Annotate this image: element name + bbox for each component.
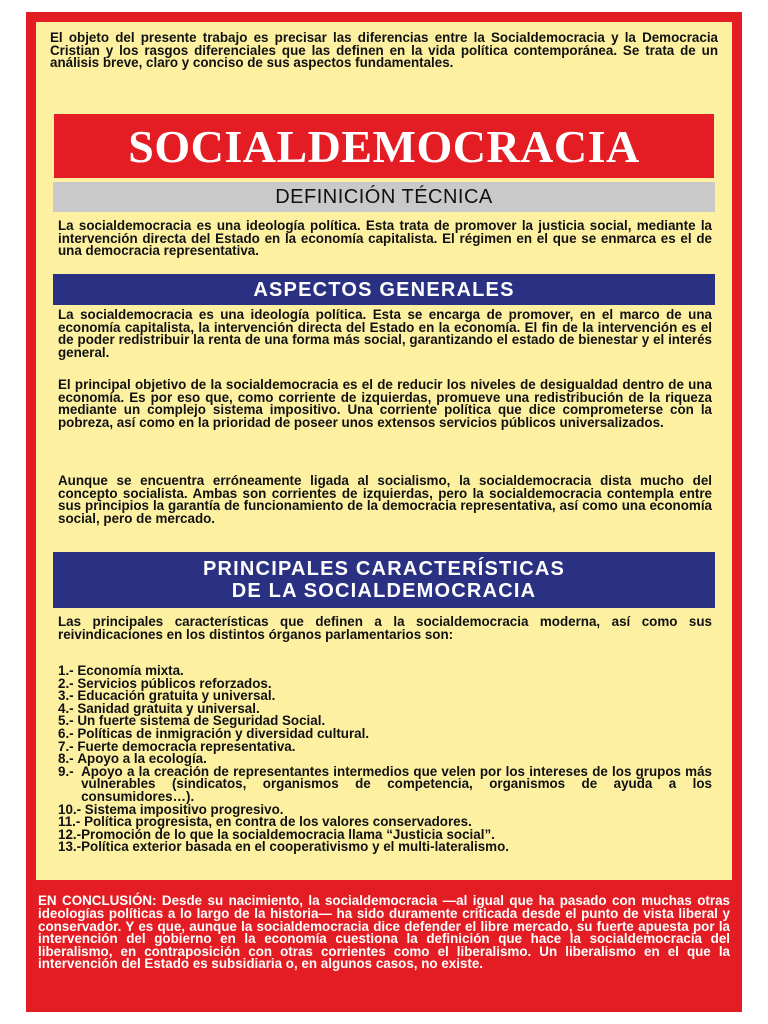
aspectos-paragraph-1: La socialdemocracia es una ideología política. Esta se encarga de promover, en el marco de una economía capitalista, la intervención directa del Estado en la economía. El fin de la intervención es el de poder redistribuir la renta de una forma más social, garantizando el estado de bienestar y el interés general.	[58, 307, 712, 360]
caracteristicas-heading-bar	[53, 552, 715, 608]
list-item: 9.- Apoyo a la creación de representantes intermedios que velen por los intereses de los grupos más vulnerables (sindicatos, organismos de competencia, organismos de ayuda a los consumidores…).	[58, 763, 712, 804]
list-item: 6.- Políticas de inmigración y diversidad cultural.	[58, 725, 370, 741]
list-item: 4.- Sanidad gratuita y universal.	[58, 700, 260, 716]
definicion-heading: DEFINICIÓN TÉCNICA	[275, 185, 493, 208]
definicion-paragraph: La socialdemocracia es una ideología política. Esta trata de promover la justicia social, mediante la intervención directa del Estado en la economía capitalista. El régimen en el que se enmarca es el de una democracia representativa.	[58, 218, 712, 259]
conclusion-paragraph: EN CONCLUSIÓN: Desde su nacimiento, la socialdemocracia —al igual que ha pasado con muchas otras ideologías políticas a lo largo de la historia— ha sido duramente criticada desde el punto de vista liberal y conservador. Y es que, aunque la socialdemocracia dice defender el libre mercado, su fuerte apuesta por la intervención del gobierno en la economía cuestiona la definición que hace la socialdemocracia del liberalismo, en contraposición con otras corrientes como el liberalismo. Un liberalismo en el que la intervención del Estado es subsidiaria o, en algunos casos, no existe.	[38, 893, 730, 972]
page-title: SOCIALDEMOCRACIA	[128, 120, 640, 172]
list-item: 3.- Educación gratuita y universal.	[58, 688, 276, 704]
list-item: 8.- Apoyo a la ecología.	[58, 751, 207, 767]
caracteristicas-intro: Las principales características que definen a la socialdemocracia moderna, así como sus reivindicaciones en los distintos órganos parlamentarios son:	[58, 614, 712, 642]
aspectos-heading-bar	[53, 274, 715, 305]
aspectos-paragraph-2: El principal objetivo de la socialdemocracia es el de reducir los niveles de desigualdad dentro de una economía. Es por eso que, como corriente de izquierdas, promueve una redistribución de la riqueza mediante un complejo sistema impositivo. Una corriente política que dice comprometerse con la pobreza, así como en la prioridad de poseer unos extensos servicios públicos universalizados.	[58, 377, 712, 430]
definicion-heading-bar	[53, 182, 715, 212]
list-item: 5.- Un fuerte sistema de Seguridad Social.	[58, 713, 326, 729]
intro-paragraph: El objeto del presente trabajo es precisar las diferencias entre la Socialdemocracia y la Democracia Cristian y los rasgos diferenciales que las definen en la vida política contemporánea. Se trata de un análisis breve, claro y conciso de sus aspectos fundamentales.	[50, 30, 718, 71]
aspectos-heading: ASPECTOS GENERALES	[253, 278, 515, 301]
list-item: 13.- Política exterior basada en el cooperativismo y el multi-lateralismo.	[58, 839, 509, 855]
aspectos-paragraph-3: Aunque se encuentra erróneamente ligada al socialismo, la socialdemocracia dista mucho del concepto socialista. Ambas son corrientes de izquierdas, pero la socialdemocracia contempla entre sus principios la garantía de funcionamiento de la democracia representativa, así como una economía social, pero de mercado.	[58, 473, 712, 526]
caracteristicas-list	[58, 665, 712, 854]
list-item: 1.- Economía mixta.	[58, 663, 184, 678]
list-item: 12.- Promoción de lo que la socialdemocracia llama “Justicia social”.	[58, 826, 495, 842]
caracteristicas-heading-line1: PRINCIPALES CARACTERÍSTICAS	[202, 558, 566, 580]
list-item: 10.- Sistema impositivo progresivo.	[58, 801, 284, 817]
list-item: 7.- Fuerte democracia representativa.	[58, 738, 296, 754]
caracteristicas-heading-line2: DE LA SOCIALDEMOCRACIA	[231, 580, 537, 602]
poster-frame	[26, 12, 742, 1012]
title-banner	[54, 114, 714, 178]
list-item: 11.- Política progresista, en contra de los valores conservadores.	[58, 814, 472, 830]
list-item: 2.- Servicios públicos reforzados.	[58, 675, 272, 691]
poster-body	[36, 22, 732, 880]
